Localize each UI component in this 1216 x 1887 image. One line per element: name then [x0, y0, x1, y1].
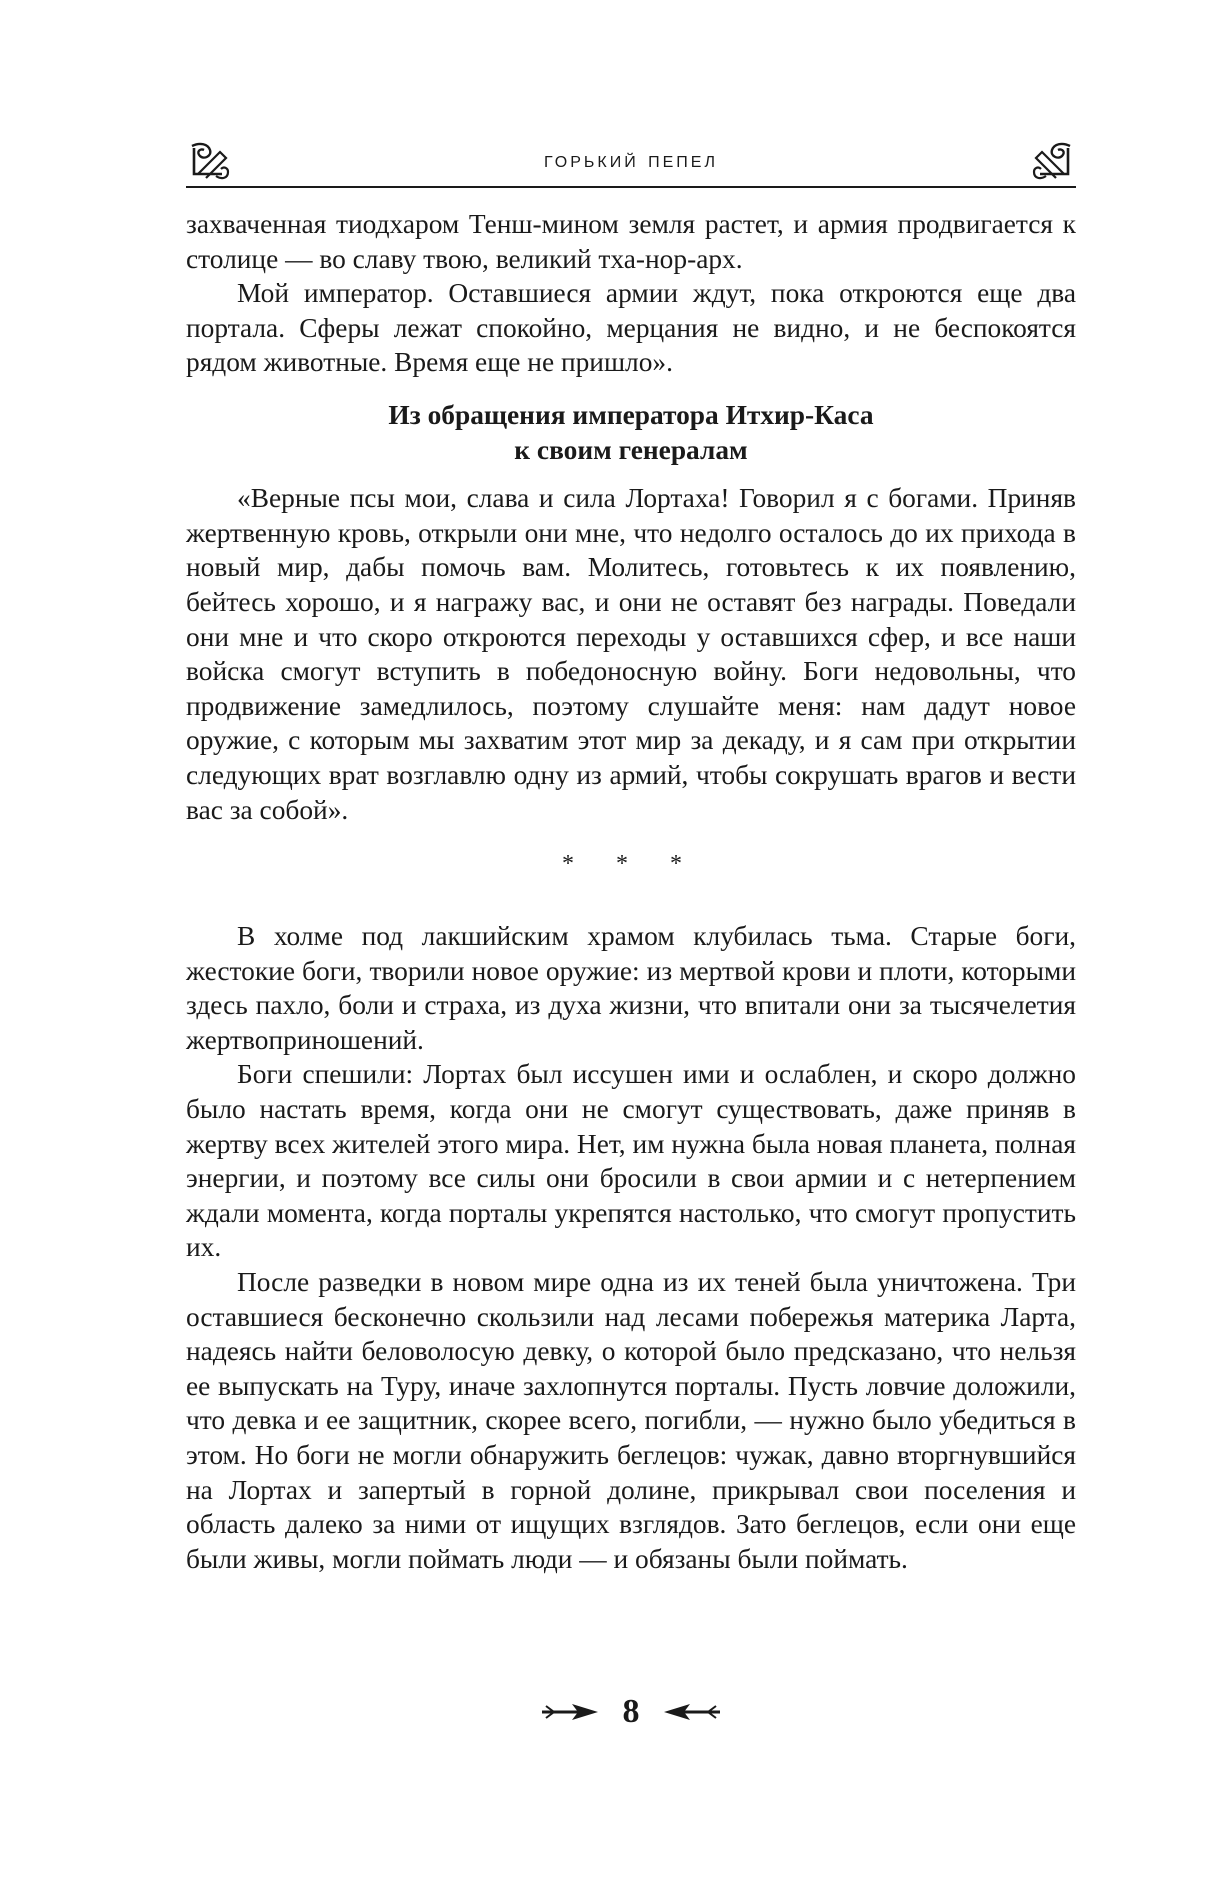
paragraph: Боги спешили: Лортах был иссушен ими и ослаблен, и скоро должно было настать время, когда они не смогут существовать, даже приняв в жертву всех жителей этого мира. Нет, им нужна была новая планета, полная энергии, и поэтому все силы они бросили в свои армии и с нетерпением ждали момента, когда порталы укрепятся настолько, что смогут пропустить их.: [186, 1059, 1076, 1263]
header-rule: [186, 186, 1076, 188]
arrow-left-icon: [662, 1702, 720, 1722]
scene-break: * * *: [562, 851, 700, 878]
body-text: [186, 207, 1076, 1576]
speech-paragraph: «Верные псы мои, слава и сила Лортаха! Говорил я с богами. Приняв жертвенную кровь, открыли они мне, что недолго осталось до их прихода в новый мир, дабы помочь вам. Молитесь, готовьтесь к их появлению, бейтесь хорошо, и я награжу вас, и они не оставят без награды. Поведали они мне и что скоро откроются переходы у оставшихся сфер, и все наши войска смогут вступить в победоносную войну. Боги недовольны, что продвижение замедлилось, поэтому слушайте меня: нам дадут новое оружие, с которым мы захватим этот мир за декаду, и я сам при открытии следующих врат возглавлю одну из армий, чтобы сокрушать врагов и вести вас за собой».: [186, 483, 1076, 825]
paragraph: В холме под лакшийским храмом клубилась тьма. Старые боги, жестокие боги, творили новое оружие: из мертвой крови и плоти, которыми здесь пахло, боли и страха, из духа жизни, что впитали они за тысячелетия жертвоприношений.: [186, 921, 1076, 1055]
page-number: 8: [622, 1693, 640, 1731]
page-footer: [186, 1690, 1076, 1732]
paragraph: Мой император. Оставшиеся армии ждут, пока откроются еще два портала. Сферы лежат спокойно, мерцания не видно, и не беспокоятся рядом животные. Время еще не пришло».: [186, 278, 1076, 378]
section-heading-line: к своим генералам: [514, 434, 748, 465]
arrow-right-icon: [542, 1702, 600, 1722]
paragraph: захваченная тиодхаром Тенш-мином земля растет, и армия продвигается к столице — во славу твою, великий тха-нор-арх.: [186, 209, 1076, 274]
paragraph: После разведки в новом мире одна из их теней была уничтожена. Три оставшиеся бесконечно скользили над лесами побережья материка Ларта, надеясь найти беловолосую девку, о которой было предсказано, что нельзя ее выпускать на Туру, иначе захлопнутся порталы. Пусть ловчие доложили, что девка и ее защитник, скорее всего, погибли, — нужно было убедиться в этом. Но боги не могли обнаружить беглецов: чужак, давно вторгнувшийся на Лортах и запертый в горной долине, прикрывал свои поселения и область далеко за ними от ищущих взглядов. Зато беглецов, если они еще были живы, могли поймать люди — и обязаны были поймать.: [186, 1267, 1076, 1574]
running-head: [186, 132, 1076, 188]
section-heading: [186, 398, 1076, 467]
ornament-icon: [1030, 138, 1076, 184]
book-page: [186, 0, 1076, 1887]
running-title: горький пепел: [544, 146, 718, 172]
section-heading-line: Из обращения императора Итхир-Каса: [388, 399, 874, 430]
